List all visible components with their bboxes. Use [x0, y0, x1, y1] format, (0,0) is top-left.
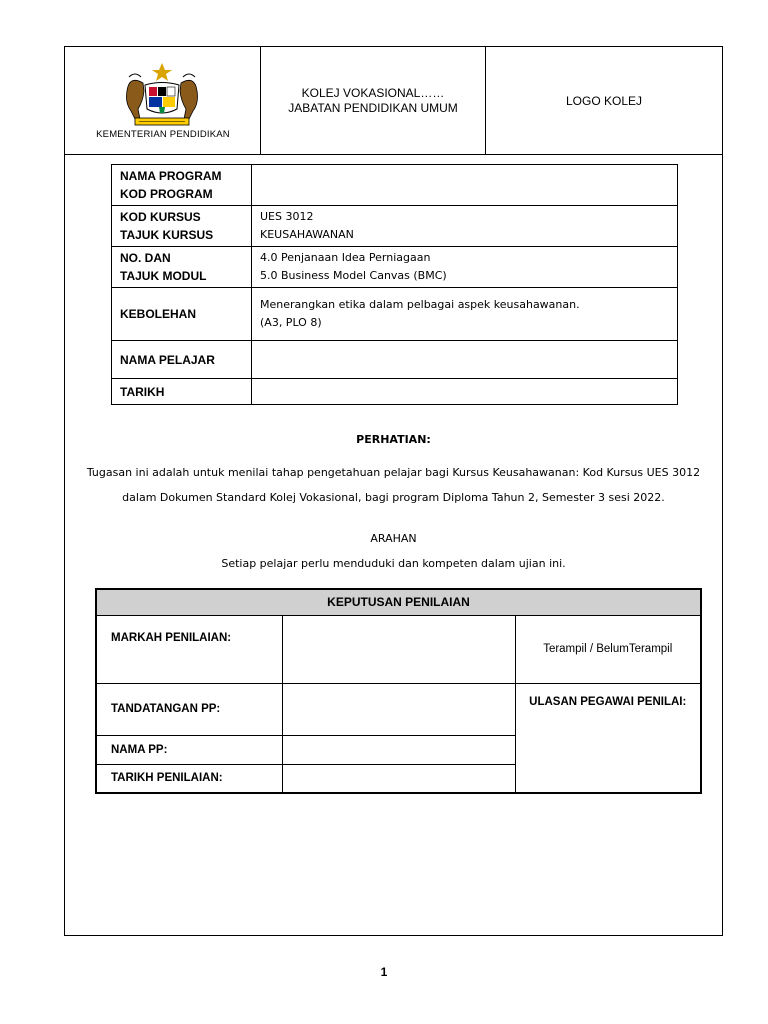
student-name-field[interactable]: [252, 341, 678, 379]
marks-label: MARKAH PENILAIAN:: [96, 615, 282, 683]
review-label: ULASAN PEGAWAI PENILAI:: [529, 695, 687, 708]
program-code-label: KOD PROGRAM: [120, 187, 213, 201]
attention-line-1: Tugasan ini adalah untuk menilai tahap pengetahuan pelajar bagi Kursus Keusahawanan: Kod Kursus UES 3012: [86, 466, 701, 479]
instruction-text: Setiap pelajar perlu menduduki dan kompeten dalam ujian ini.: [221, 557, 566, 570]
review-box[interactable]: [515, 683, 701, 793]
course-title-label: TAJUK KURSUS: [120, 228, 214, 242]
module-no-label: NO. DAN: [120, 251, 171, 265]
instruction-title: ARAHAN: [370, 532, 417, 545]
assessment-date-field[interactable]: [282, 764, 515, 793]
ability-row: [112, 288, 678, 341]
date-field[interactable]: [252, 379, 678, 405]
assessor-name-label: NAMA PP:: [96, 735, 282, 764]
course-title-value: KEUSAHAWANAN: [260, 228, 354, 241]
course-info-table: [111, 164, 678, 405]
ability-values: [252, 288, 678, 341]
document-page: [64, 46, 723, 936]
college-title-cell: [261, 47, 486, 154]
signature-label: TANDATANGAN PP:: [96, 683, 282, 735]
college-logo-placeholder: LOGO KOLEJ: [565, 93, 643, 108]
course-labels: [112, 206, 252, 247]
assessment-header: KEPUTUSAN PENILAIAN: [96, 589, 701, 615]
result-options: Terampil / BelumTerampil: [515, 615, 701, 683]
course-values: [252, 206, 678, 247]
coat-of-arms-icon: [107, 61, 217, 129]
assessment-header-row: [96, 589, 701, 615]
assessor-name-field[interactable]: [282, 735, 515, 764]
assessment-date-label: TARIKH PENILAIAN:: [96, 764, 282, 793]
college-name: KOLEJ VOKASIONAL……: [301, 85, 445, 100]
program-labels: [112, 165, 252, 206]
ability-line-2: (A3, PLO 8): [260, 316, 322, 329]
attention-title: PERHATIAN:: [356, 433, 431, 446]
marks-row: [96, 615, 701, 683]
ministry-logo-cell: [65, 47, 261, 154]
course-code-label: KOD KURSUS: [120, 210, 201, 224]
module-labels: [112, 247, 252, 288]
signature-row: [96, 683, 701, 735]
module-values: [252, 247, 678, 288]
signature-field[interactable]: [282, 683, 515, 735]
date-label: TARIKH: [112, 379, 252, 405]
module-line-2: 5.0 Business Model Canvas (BMC): [260, 269, 447, 282]
ministry-label: KEMENTERIAN PENDIDIKAN: [96, 129, 230, 140]
page-number: 1: [380, 965, 388, 979]
course-code-value: UES 3012: [260, 210, 314, 223]
module-line-1: 4.0 Penjanaan Idea Perniagaan: [260, 251, 431, 264]
ability-label: KEBOLEHAN: [112, 288, 252, 341]
attention-line-2: dalam Dokumen Standard Kolej Vokasional, bagi program Diploma Tahun 2, Semester 3 sesi 2022.: [122, 491, 665, 504]
program-name-label: NAMA PROGRAM: [120, 169, 222, 183]
department-name: JABATAN PENDIDIKAN UMUM: [288, 100, 458, 115]
module-row: [112, 247, 678, 288]
course-row: [112, 206, 678, 247]
module-title-label: TAJUK MODUL: [120, 269, 207, 283]
assessment-table: [95, 588, 702, 794]
date-row: [112, 379, 678, 405]
document-header: [65, 47, 722, 155]
ability-line-1: Menerangkan etika dalam pelbagai aspek keusahawanan.: [260, 298, 580, 311]
program-value: [252, 165, 678, 206]
marks-field[interactable]: [282, 615, 515, 683]
program-row: [112, 165, 678, 206]
student-name-row: [112, 341, 678, 379]
student-name-label: NAMA PELAJAR: [112, 341, 252, 379]
